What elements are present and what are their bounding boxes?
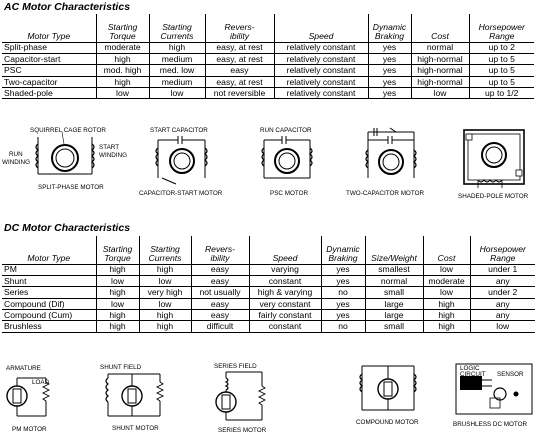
- dc-table-cell: high: [139, 310, 191, 321]
- dc-table-cell: high: [423, 310, 470, 321]
- dc-table-cell: easy: [191, 275, 249, 286]
- dc-motor-type-cell: Series: [2, 287, 96, 298]
- ac-col-header: [274, 14, 368, 42]
- ac-table-cell: not reversible: [205, 88, 274, 99]
- dc-table-cell: any: [470, 310, 535, 321]
- ac-col-header: [205, 14, 274, 42]
- dc-table-cell: under 2: [470, 287, 535, 298]
- dc-col-header: [249, 236, 321, 264]
- dc-table-cell: easy: [191, 298, 249, 309]
- dc-table-cell: high: [96, 287, 139, 298]
- dc-table-cell: smallest: [365, 264, 423, 275]
- ac-table-cell: up to 5: [469, 53, 534, 64]
- dc-col-header-line: Starting: [150, 244, 180, 255]
- pm-caption: PM MOTOR: [12, 426, 47, 433]
- dc-table-cell: yes: [321, 275, 365, 286]
- dc-col-header-line: Horsepower: [479, 244, 526, 255]
- ac-table-cell: mod. high: [96, 65, 149, 76]
- dc-table-cell: no: [321, 321, 365, 332]
- dc-table-cell: low: [423, 264, 470, 275]
- dc-section-title: DC Motor Characteristics: [4, 222, 131, 234]
- dc-motor-type-cell: PM: [2, 264, 96, 275]
- dc-col-header-line: Braking: [328, 252, 358, 263]
- compound-motor-diagram: [356, 366, 419, 426]
- dc-table-cell: large: [365, 298, 423, 309]
- ac-table-cell: relatively constant: [274, 65, 368, 76]
- ac-table-cell: high-normal: [411, 76, 469, 87]
- pm-motor-diagram: [6, 365, 50, 433]
- dc-col-header: [321, 236, 365, 264]
- ac-table-cell: high: [149, 42, 205, 53]
- ac-table-cell: normal: [411, 42, 469, 53]
- dc-table-cell: constant: [249, 321, 321, 332]
- dc-table-cell: constant: [249, 275, 321, 286]
- dc-col-header-line: Starting: [102, 244, 133, 255]
- dc-table-cell: under 1: [470, 264, 535, 275]
- ac-motor-type-cell: PSC: [2, 65, 96, 76]
- dc-col-header: [470, 236, 535, 264]
- ac-table-header-row: [2, 14, 534, 42]
- shunt-field-label: SHUNT FIELD: [100, 364, 142, 371]
- compound-caption: COMPOUND MOTOR: [356, 419, 419, 426]
- ac-col-header-line: Horsepower: [478, 22, 525, 33]
- psc-caption: PSC MOTOR: [270, 190, 309, 197]
- split-phase-run-label-2: WINDING: [2, 159, 30, 166]
- dc-col-header-line: Dynamic: [326, 244, 360, 255]
- ac-table-cell: moderate: [96, 42, 149, 53]
- dc-table-cell: fairly constant: [249, 310, 321, 321]
- ac-col-header: [411, 14, 469, 42]
- dc-col-header-line: Revers-: [204, 244, 236, 255]
- dc-table-row: [2, 264, 535, 275]
- dc-table-cell: any: [470, 275, 535, 286]
- ac-col-header-line: Cost: [431, 30, 449, 41]
- ac-table-cell: yes: [368, 65, 411, 76]
- dc-table-cell: moderate: [423, 275, 470, 286]
- ac-col-header: [96, 14, 149, 42]
- dc-table-cell: very constant: [249, 298, 321, 309]
- ac-table-row: [2, 42, 534, 53]
- dc-table-cell: yes: [321, 264, 365, 275]
- brushless-motor-diagram: [453, 364, 532, 428]
- ac-motor-type-cell: Capacitor-start: [2, 53, 96, 64]
- dc-motor-type-cell: Brushless: [2, 321, 96, 332]
- dc-col-header: [365, 236, 423, 264]
- series-motor-diagram: [214, 363, 267, 434]
- ac-table-cell: easy, at rest: [205, 42, 274, 53]
- dc-table-row: [2, 310, 535, 321]
- dc-table-cell: very high: [139, 287, 191, 298]
- ac-table-cell: yes: [368, 42, 411, 53]
- split-phase-start-label-1: START: [99, 144, 120, 151]
- ac-table-cell: med. low: [149, 65, 205, 76]
- dc-table-cell: high: [423, 321, 470, 332]
- ac-motor-type-cell: Shaded-pole: [2, 88, 96, 99]
- ac-col-header: [469, 14, 534, 42]
- dc-table-cell: easy: [191, 310, 249, 321]
- shaded-pole-caption: SHADED-POLE MOTOR: [458, 193, 529, 200]
- dc-table-cell: normal: [365, 275, 423, 286]
- split-phase-start-label-2: WINDING: [99, 152, 127, 159]
- ac-table-row: [2, 53, 534, 64]
- ac-table-row: [2, 76, 534, 87]
- ac-table-cell: up to 2: [469, 42, 534, 53]
- dc-table-cell: any: [470, 298, 535, 309]
- dc-col-header-line: Range: [490, 252, 516, 263]
- dc-table-cell: no: [321, 287, 365, 298]
- ac-col-header-line: Starting: [162, 22, 192, 33]
- ac-col-header-line: Currents: [160, 30, 194, 41]
- ac-table-cell: easy, at rest: [205, 76, 274, 87]
- ac-table-cell: up to 1/2: [469, 88, 534, 99]
- brushless-logic-label-2: CIRCUIT: [460, 371, 486, 378]
- brushless-caption: BRUSHLESS DC MOTOR: [453, 421, 528, 428]
- ac-table-cell: relatively constant: [274, 42, 368, 53]
- ac-table-cell: high-normal: [411, 53, 469, 64]
- ac-table-cell: high-normal: [411, 65, 469, 76]
- dc-table-row: [2, 287, 535, 298]
- ac-col-header-line: Range: [489, 30, 515, 41]
- dc-table-row: [2, 275, 535, 286]
- capacitor-start-caption: CAPACITOR-START MOTOR: [139, 190, 223, 197]
- dc-table-cell: yes: [321, 298, 365, 309]
- dc-motor-diagrams: [0, 358, 539, 435]
- dc-table-cell: small: [365, 287, 423, 298]
- dc-table-cell: low: [96, 298, 139, 309]
- ac-col-header-line: Starting: [107, 22, 138, 33]
- dc-table-cell: high: [139, 264, 191, 275]
- ac-col-header-line: Revers-: [224, 22, 255, 33]
- series-caption: SERIES MOTOR: [218, 427, 267, 434]
- dc-table-cell: yes: [321, 310, 365, 321]
- split-phase-caption: SPLIT-PHASE MOTOR: [38, 184, 104, 191]
- dc-col-header: [139, 236, 191, 264]
- two-capacitor-motor-diagram: [346, 128, 424, 197]
- ac-section-title: AC Motor Characteristics: [4, 1, 131, 13]
- dc-col-header-line: Speed: [272, 252, 298, 263]
- dc-col-header-line: ibility: [210, 252, 230, 263]
- dc-col-header-line: Currents: [148, 252, 182, 263]
- ac-table-cell: yes: [368, 76, 411, 87]
- ac-table-cell: high: [96, 53, 149, 64]
- split-phase-motor-diagram: [2, 127, 127, 191]
- dc-table-row: [2, 298, 535, 309]
- series-field-label: SERIES FIELD: [214, 363, 257, 370]
- dc-col-header-line: Cost: [437, 252, 456, 263]
- ac-col-header-line: Speed: [308, 30, 334, 41]
- ac-col-header-line: ibility: [229, 30, 250, 41]
- ac-table-cell: relatively constant: [274, 53, 368, 64]
- ac-table-row: [2, 65, 534, 76]
- split-phase-rotor-label: SQUIRREL CAGE ROTOR: [30, 127, 106, 134]
- ac-table-cell: low: [96, 88, 149, 99]
- dc-motor-type-cell: Compound (Dif): [2, 298, 96, 309]
- ac-motor-diagrams: [0, 122, 539, 222]
- ac-col-header-line: Motor Type: [27, 30, 71, 41]
- dc-table-cell: not usually: [191, 287, 249, 298]
- dc-col-header: [2, 236, 96, 264]
- ac-table-cell: yes: [368, 53, 411, 64]
- capacitor-start-motor-diagram: [139, 127, 223, 197]
- dc-table-header-row: [2, 236, 535, 264]
- dc-table-cell: large: [365, 310, 423, 321]
- dc-table-cell: high: [139, 321, 191, 332]
- dc-table-cell: low: [139, 275, 191, 286]
- ac-table-cell: medium: [149, 76, 205, 87]
- shaded-pole-motor-diagram: [458, 130, 529, 200]
- ac-table-cell: easy: [205, 65, 274, 76]
- psc-cap-label: RUN CAPACITOR: [260, 127, 312, 134]
- ac-characteristics-table: [2, 14, 534, 99]
- ac-table-cell: relatively constant: [274, 88, 368, 99]
- ac-table-cell: easy, at rest: [205, 53, 274, 64]
- dc-table-cell: small: [365, 321, 423, 332]
- ac-col-header: [149, 14, 205, 42]
- dc-table-cell: high: [96, 310, 139, 321]
- split-phase-run-label-1: RUN: [9, 151, 23, 158]
- dc-col-header-line: Size/Weight: [371, 252, 417, 263]
- ac-table-cell: yes: [368, 88, 411, 99]
- ac-table-cell: high: [96, 76, 149, 87]
- dc-table-cell: low: [470, 321, 535, 332]
- ac-table-cell: up to 5: [469, 65, 534, 76]
- dc-col-header: [423, 236, 470, 264]
- ac-col-header: [368, 14, 411, 42]
- ac-col-header-line: Torque: [109, 30, 136, 41]
- pm-armature-label: ARMATURE: [6, 365, 41, 372]
- dc-characteristics-table: [2, 236, 535, 333]
- dc-motor-type-cell: Shunt: [2, 275, 96, 286]
- ac-table-cell: medium: [149, 53, 205, 64]
- dc-table-cell: high: [423, 298, 470, 309]
- dc-table-cell: low: [96, 275, 139, 286]
- ac-table-cell: relatively constant: [274, 76, 368, 87]
- dc-table-cell: low: [423, 287, 470, 298]
- dc-col-header-line: Torque: [104, 252, 131, 263]
- brushless-logic-label-1: LOGIC: [460, 365, 480, 372]
- dc-table-cell: high: [96, 321, 139, 332]
- ac-col-header: [2, 14, 96, 42]
- dc-table-cell: varying: [249, 264, 321, 275]
- ac-motor-type-cell: Split-phase: [2, 42, 96, 53]
- dc-table-cell: high & varying: [249, 287, 321, 298]
- dc-col-header-line: Motor Type: [27, 252, 71, 263]
- dc-motor-type-cell: Compound (Cum): [2, 310, 96, 321]
- dc-table-cell: difficult: [191, 321, 249, 332]
- shunt-caption: SHUNT MOTOR: [112, 425, 159, 432]
- dc-table-row: [2, 321, 535, 332]
- ac-table-cell: low: [149, 88, 205, 99]
- ac-table-cell: up to 5: [469, 76, 534, 87]
- capacitor-start-cap-label: START CAPACITOR: [150, 127, 208, 134]
- dc-col-header: [191, 236, 249, 264]
- dc-table-cell: easy: [191, 264, 249, 275]
- dc-table-cell: high: [96, 264, 139, 275]
- shunt-motor-diagram: [100, 364, 163, 432]
- pm-load-label: LOAD: [32, 379, 50, 386]
- dc-table-cell: low: [139, 298, 191, 309]
- ac-motor-type-cell: Two-capacitor: [2, 76, 96, 87]
- ac-col-header-line: Braking: [374, 30, 405, 41]
- brushless-sensor-label: SENSOR: [497, 371, 524, 378]
- ac-col-header-line: Dynamic: [372, 22, 407, 33]
- two-capacitor-caption: TWO-CAPACITOR MOTOR: [346, 190, 425, 197]
- dc-col-header: [96, 236, 139, 264]
- ac-table-cell: low: [411, 88, 469, 99]
- psc-motor-diagram: [260, 127, 312, 197]
- ac-table-row: [2, 88, 534, 99]
